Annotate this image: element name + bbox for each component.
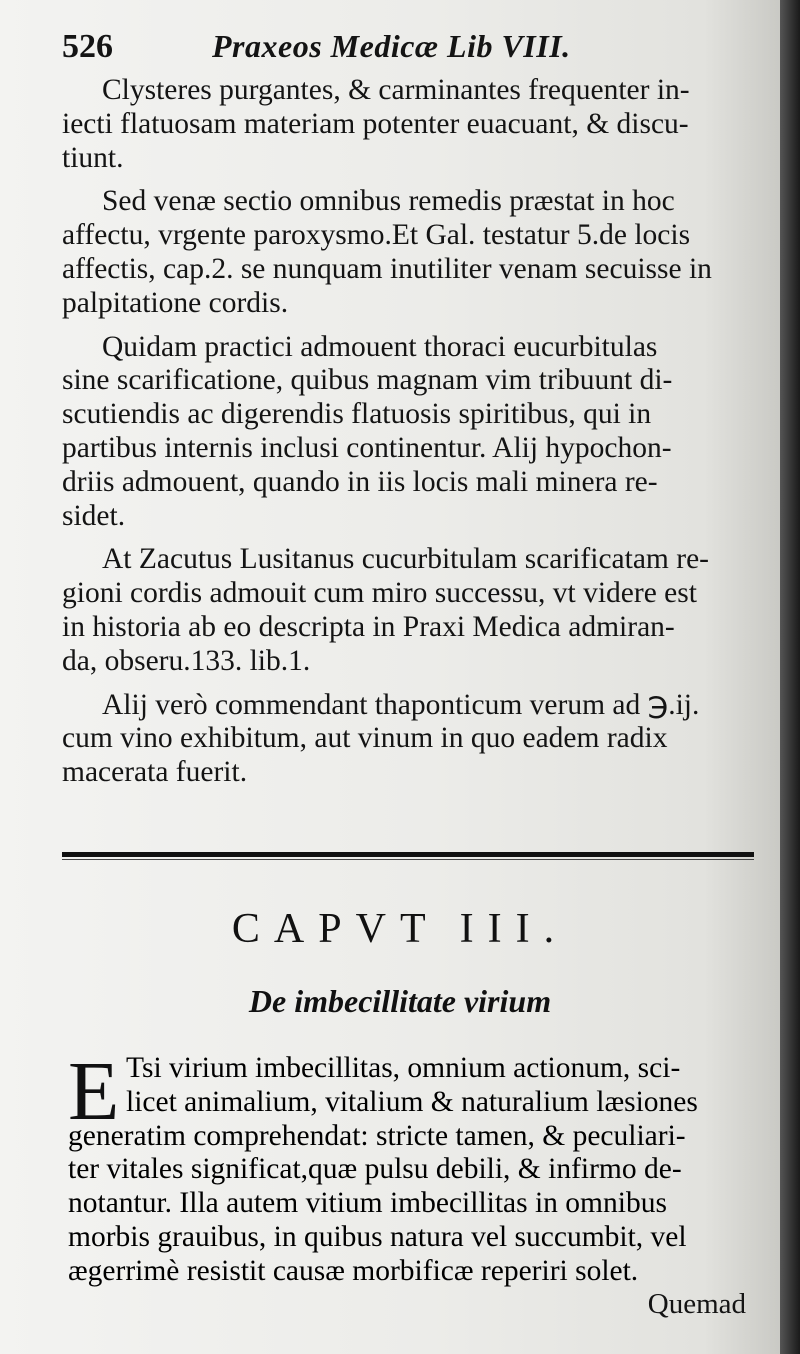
text-line: generatim comprehendat: stricte tamen, & peculiari- [68, 1119, 686, 1152]
page-content [62, 28, 762, 790]
paragraph-1 [62, 74, 762, 175]
text-line: Alij verò commendant thaponticum verum ad ℈.ij. [102, 688, 700, 721]
chapter-numeral: III. [459, 906, 569, 952]
text-line: morbis grauibus, in quibus natura vel succumbit, vel [68, 1220, 687, 1253]
text-line: sidet. [62, 499, 126, 532]
text-line: Sed venæ sectio omnibus remedis præstat in hoc [102, 185, 675, 218]
paragraph-2 [62, 185, 762, 320]
paragraph-4 [62, 543, 762, 678]
page-number: 526 [62, 28, 113, 65]
divider-thick-line [62, 852, 754, 857]
paragraph-5 [62, 689, 762, 790]
chapter-paragraph [68, 1045, 762, 1289]
text-line: Clysteres purgantes, & carminantes frequenter in- [102, 74, 690, 106]
text-line: licet animalium, vitalium & naturalium læsiones [126, 1085, 698, 1118]
catchword: Quemad [647, 1288, 746, 1320]
text-line: iecti flatuosam materiam potenter euacuant, & discu- [62, 107, 689, 140]
text-line: At Zacutus Lusitanus cucurbitulam scarificatam re- [102, 543, 709, 576]
text-line: partibus internis inclusi continentur. Alij hypochon- [62, 431, 672, 464]
text-line: sine scarificatione, quibus magnam vim tribuunt di- [62, 364, 673, 397]
chapter-body [68, 1045, 762, 1289]
text-line: da, obseru.133. lib.1. [62, 644, 311, 677]
text-line: ter vitales significat,quæ pulsu debili, & infirmo de- [68, 1153, 682, 1186]
running-title: Praxeos Medicæ Lib VIII. [212, 28, 571, 64]
paragraph-3 [62, 331, 762, 534]
drop-cap: E [68, 1045, 120, 1138]
text-line: gioni cordis admouit cum miro successu, vt videre est [62, 577, 697, 610]
text-line: palpitatione cordis. [62, 286, 289, 319]
section-divider-rule [62, 850, 754, 862]
text-line: Quidam practici admouent thoraci eucurbitulas [102, 330, 658, 363]
running-header [62, 28, 762, 74]
text-line: affectu, vrgente paroxysmo.Et Gal. testatur 5.de locis [62, 219, 691, 252]
chapter-title: De imbecillitate virium [248, 983, 552, 1019]
text-line: ægerrimè resistit causæ morbificæ reperiri solet. [68, 1254, 639, 1287]
page-edge-shadow [780, 0, 800, 1354]
divider-thin-line [62, 859, 754, 860]
text-line: Tsi virium imbecillitas, omnium actionum, sci- [126, 1052, 681, 1084]
text-line: driis admouent, quando in iis locis mali minera re- [62, 465, 658, 498]
chapter-word: CAPVT [231, 906, 440, 952]
text-line: macerata fuerit. [62, 756, 248, 789]
text-line: scutiendis ac digerendis flatuosis spiritibus, qui in [62, 398, 652, 431]
text-line: tiunt. [62, 141, 124, 174]
text-line: cum vino exhibitum, aut vinum in quo eadem radix [62, 722, 668, 755]
text-line: affectis, cap.2. se nunquam inutiliter venam secuisse in [62, 252, 712, 285]
text-line: in historia ab eo descripta in Praxi Medica admiran- [62, 610, 675, 643]
chapter-heading [0, 905, 782, 953]
text-line: notantur. Illa autem vitium imbecillitas in omnibus [68, 1187, 667, 1220]
